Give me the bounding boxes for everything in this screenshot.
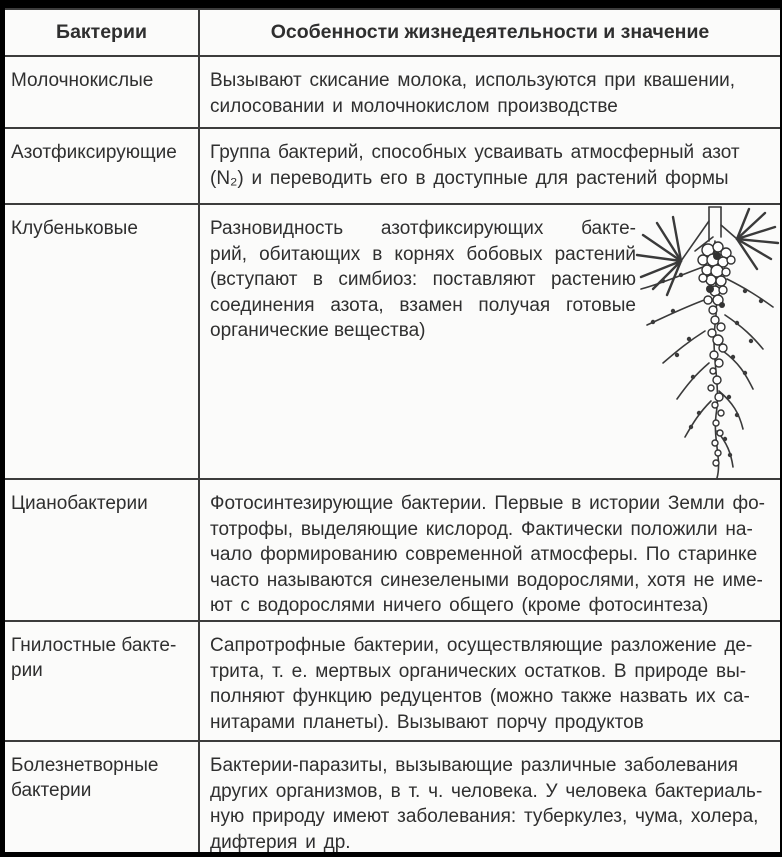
row-description: Сапротрофные бактерии, осуществляющие разложение де- трита, т. е. мертвых органических остатков. В природе вы- полняют функцию редуцентов (можно также назвать их са- нитарами планеты). Вызывают порчу продуктов xyxy=(210,635,753,733)
header-col-features: Особенности жизнедеятельности и значение xyxy=(270,20,710,43)
root-nodules-illustration xyxy=(633,205,780,481)
row-description: Бактерии-паразиты, вызывающие различные заболевания других организмов, в т. ч. человека. У человека бактериаль- ную природу имеют заболевания: туберкулез, чума, холера, дифтерия и др. xyxy=(210,755,763,852)
table-row-nitrogen-fixing xyxy=(5,129,780,205)
row-name: Гнилостные бакте- рии xyxy=(5,622,200,740)
row-description: Вызывают скисание молока, используются при квашении, силосовании и молочнокислом производстве xyxy=(210,70,736,117)
table-row-pathogenic xyxy=(5,742,780,852)
table-row-putrefactive xyxy=(5,622,780,742)
row-name: Клубеньковые xyxy=(5,205,200,478)
row-name: Азотфиксирующие xyxy=(5,129,200,203)
row-description: Фотосинтезирующие бактерии. Первые в истории Земли фо- тотрофы, выделяющие кислород. Фактически положили на- чало формированию современной атмосферы. По старинке часто называются синезелеными водорослями, хотя не име- ют с водорослями ничего общего (кроме фотосинтеза) xyxy=(210,493,765,616)
scanned-page xyxy=(5,8,780,852)
row-name: Молочнокислые xyxy=(5,57,200,127)
table-header-row xyxy=(5,10,780,57)
table-row-lactic-acid xyxy=(5,57,780,129)
row-description: Группа бактерий, способных усваивать атмосферный азот (N₂) и переводить его в доступные для растений формы xyxy=(210,142,740,189)
row-name: Цианобактерии xyxy=(5,480,200,620)
table-row-cyanobacteria xyxy=(5,480,780,622)
header-col-bacteria: Бактерии xyxy=(5,10,200,55)
row-name: Болезнетворные бактерии xyxy=(5,742,200,852)
row-description: Разновидность азотфиксирующих бакте- рий, обитающих в корнях бобовых растений (вступают в симбиоз: поставляют растению соединения азота, взамен получая готовые органические вещества) xyxy=(210,218,636,341)
